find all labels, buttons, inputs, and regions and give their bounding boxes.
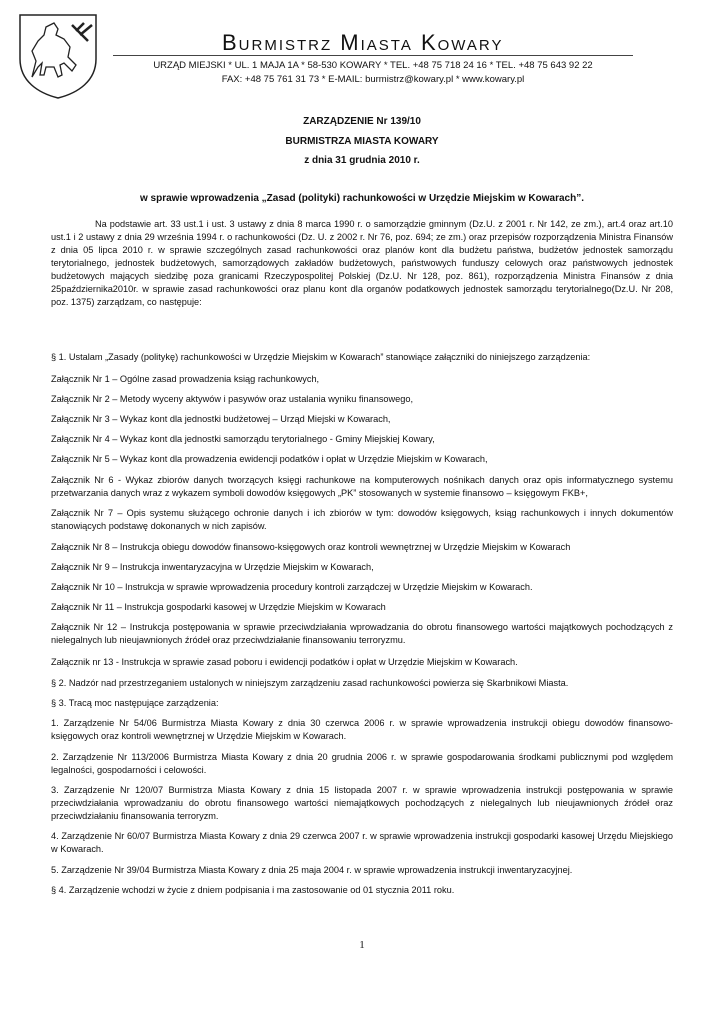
attachment-3: Załącznik Nr 3 – Wykaz kont dla jednostki budżetowej – Urząd Miejski w Kowarach, xyxy=(51,414,391,424)
repealed-order-2: 2. Zarządzenie Nr 113/2006 Burmistrza Miasta Kowary z dnia 20 grudnia 2006 r. w sprawie gospodarowania środkami publicznymi pod względem legalności, gospodarności i celowości. xyxy=(51,752,673,775)
office-title: Burmistrz Miasta Kowary xyxy=(222,30,504,55)
attachment-12: Załącznik Nr 12 – Instrukcja postępowania w sprawie przeciwdziałania wprowadzania do obrotu finansowego wartości majątkowych pochodzących z nielegalnych lub nieujawnionych źródeł oraz przeciwdziałanie finansowaniu terroryzmu. xyxy=(51,622,673,645)
attachment-10: Załącznik Nr 10 – Instrukcja w sprawie wprowadzenia procedury kontroli zarządczej w Urzędzie Miejskim w Kowarach. xyxy=(51,582,533,592)
section-2: § 2. Nadzór nad przestrzeganiem ustalonych w niniejszym zarządzeniu zasad rachunkowości powierza się Skarbnikowi Miasta. xyxy=(51,678,569,688)
attachment-6: Załącznik Nr 6 - Wykaz zbiorów danych tworzących księgi rachunkowe na komputerowych nośnikach danych oraz opis informatycznego systemu przetwarzania danych wraz z wykazem symboli dowodów księgowych „PK” stosowanych w systemie finansowo – księgowym FKB+, xyxy=(51,475,673,498)
office-address: URZĄD MIEJSKI * UL. 1 MAJA 1A * 58-530 KOWARY * TEL. +48 75 718 24 16 * TEL. +48 75 643 92 22 xyxy=(153,60,593,71)
page-number: 1 xyxy=(359,939,365,951)
header-divider xyxy=(113,55,633,56)
attachment-2: Załącznik Nr 2 – Metody wyceny aktywów i pasywów oraz ustalania wyniku finansowego, xyxy=(51,394,414,404)
attachment-13: Załącznik nr 13 - Instrukcja w sprawie zasad poboru i ewidencji podatków i opłat w Urzędzie Miejskim w Kowarach. xyxy=(51,657,518,667)
preamble: Na podstawie art. 33 ust.1 i ust. 3 ustawy z dnia 8 marca 1990 r. o samorządzie gminnym (Dz.U. z 2001 r. Nr 142, ze zm.), art.4 oraz art.10 ust.1 i 2 ustawy z dnia 29 września 1994 r. o rachunkowości (Dz. U. z 2002 r. Nr 76, poz. 694; ze zm.) oraz przepisów rozporządzenia Ministra Finansów z dnia 05 lipca 2010 r. w sprawie szczególnych zasad rachunkowości oraz planów kont dla budżetu państwa, budżetów jednostek samorządu terytorialnego, jednostek budżetowych, samorządowych zakładów budżetowych, państwowych funduszy celowych oraz państwowych jednostek budżetowych mających siedzibę poza granicami Rzeczypospolitej Polskiej (Dz.U. Nr 128, poz. 861), rozporządzenia Ministra Finansów z dnia 25października2010r. w sprawie zasad rachunkowości oraz planu kont dla organów podatkowych jednostek samorządu terytorialnego(Dz.U. Nr 208, poz. 1375) zarządzam, co następuje: xyxy=(51,219,673,307)
attachment-8: Załącznik Nr 8 – Instrukcja obiegu dowodów finansowo-księgowych oraz kontroli wewnętrznej w Urzędzie Miejskim w Kowarach xyxy=(51,542,571,552)
order-date: z dnia 31 grudnia 2010 r. xyxy=(304,155,420,166)
order-number: ZARZĄDZENIE Nr 139/10 xyxy=(303,116,421,127)
section-1: § 1. Ustalam „Zasady (politykę) rachunkowości w Urzędzie Miejskim w Kowarach” stanowiące załączniki do niniejszego zarządzenia: xyxy=(51,352,591,362)
repealed-order-3: 3. Zarządzenie Nr 120/07 Burmistrza Miasta Kowary z dnia 15 listopada 2007 r. w sprawie wprowadzenia instrukcji postępowania w sprawie przeciwdziałania wprowadzaniu do obrotu finansowego wartości niemajątkowych pochodzących z nielegalnych lub nieujawnionych źródeł oraz przeciwdziałaniu finansowania terroryzm. xyxy=(51,785,673,821)
repealed-order-1: 1. Zarządzenie Nr 54/06 Burmistrza Miasta Kowary z dnia 30 czerwca 2006 r. w sprawie wprowadzenia instrukcji obiegu dowodów finansowo-księgowych oraz kontroli wewnętrznej w Urzędzie Miejskim w Kowarach. xyxy=(51,718,673,741)
coat-of-arms xyxy=(18,13,98,99)
attachment-1: Załącznik Nr 1 – Ogólne zasad prowadzenia ksiąg rachunkowych, xyxy=(51,374,320,384)
repealed-order-4: 4. Zarządzenie Nr 60/07 Burmistrza Miasta Kowary z dnia 29 czerwca 2007 r. w sprawie wprowadzenia instrukcji gospodarki kasowej Urzędu Miejskiego w Kowarach. xyxy=(51,831,673,854)
attachment-11: Załącznik Nr 11 – Instrukcja gospodarki kasowej w Urzędzie Miejskim w Kowarach xyxy=(51,602,386,612)
section-4: § 4. Zarządzenie wchodzi w życie z dniem podpisania i ma zastosowanie od 01 stycznia 2011 roku. xyxy=(51,885,455,895)
issuer: BURMISTRZA MIASTA KOWARY xyxy=(285,136,439,147)
attachment-5: Załącznik Nr 5 – Wykaz kont dla prowadzenia ewidencji podatków i opłat w Urzędzie Miejskim w Kowarach, xyxy=(51,454,488,464)
office-contact: FAX: +48 75 761 31 73 * E-MAIL: burmistrz@kowary.pl * www.kowary.pl xyxy=(221,74,525,85)
attachment-7: Załącznik Nr 7 – Opis systemu służącego ochronie danych i ich zbiorów w tym: dowodów księgowych, ksiąg rachunkowych i innych dokumentów stanowiących podstawę dokonanych w nich zapisów. xyxy=(51,508,673,531)
repealed-order-5: 5. Zarządzenie Nr 39/04 Burmistrza Miasta Kowary z dnia 25 maja 2004 r. w sprawie wprowadzenia instrukcji inwentaryzacyjnej. xyxy=(51,865,573,875)
order-subject: w sprawie wprowadzenia „Zasad (polityki) rachunkowości w Urzędzie Miejskim w Kowarach”. xyxy=(139,193,584,204)
attachment-4: Załącznik Nr 4 – Wykaz kont dla jednostki samorządu terytorialnego - Gminy Miejskiej Kowary, xyxy=(51,434,435,444)
section-3: § 3. Tracą moc następujące zarządzenia: xyxy=(51,698,219,708)
attachment-9: Załącznik Nr 9 – Instrukcja inwentaryzacyjna w Urzędzie Miejskim w Kowarach, xyxy=(51,562,374,572)
